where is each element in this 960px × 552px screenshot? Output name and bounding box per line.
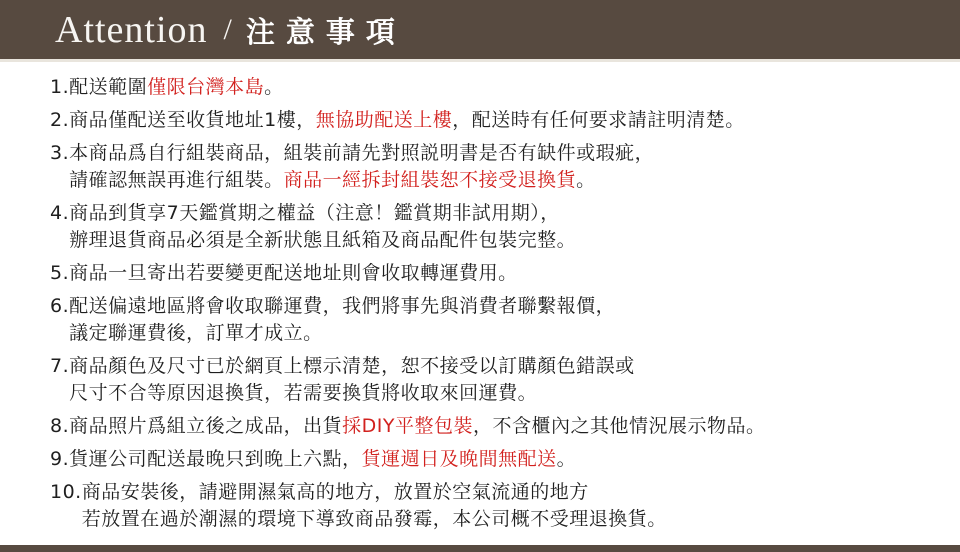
notice-number: 10. (50, 481, 82, 503)
notice-text (69, 107, 940, 134)
notice-text (69, 260, 940, 287)
notice-text (69, 293, 940, 347)
notice-number: 9. (50, 448, 70, 470)
notice-text-segment-red: 採DIY平整包裝 (342, 415, 473, 437)
notice-text-segment: 商品僅配送至收貨地址1樓， (69, 109, 316, 131)
notice-text-segment: 若放置在過於潮濕的環境下導致商品發霉，本公司概不受理退換貨。 (81, 508, 667, 530)
notice-text (69, 74, 940, 101)
notice-line (82, 479, 940, 506)
notice-text-segment: 請確認無誤再進行組裝。 (69, 169, 284, 191)
notice-text-segment: 配送範圍 (69, 76, 148, 98)
notice-item (50, 446, 940, 473)
notice-item (50, 107, 940, 134)
notice-number: 8. (50, 415, 70, 437)
notice-text-segment: ，配送時有任何要求請註明清楚。 (452, 109, 745, 131)
notice-text-segment: ，不含櫃內之其他情況展示物品。 (473, 415, 766, 437)
notice-line (69, 320, 940, 347)
notice-text-segment-red: 僅限台灣本島 (147, 76, 265, 98)
notice-number: 6. (50, 295, 70, 317)
notice-line (69, 74, 940, 101)
notice-text-segment: 。 (264, 76, 284, 98)
notice-text (69, 413, 940, 440)
notice-item (50, 200, 940, 254)
notice-text-segment: 商品顏色及尺寸已於網頁上標示清楚，恕不接受以訂購顏色錯誤或 (69, 355, 635, 377)
notice-line (69, 446, 940, 473)
header-bar (0, 0, 960, 62)
notice-item (50, 74, 940, 101)
notice-text (69, 200, 940, 254)
notice-list (0, 62, 960, 545)
page-title-english: Attention (55, 8, 208, 51)
notice-text-segment-red: 商品一經拆封組裝恕不接受退換貨 (283, 169, 577, 191)
notice-text-segment: 議定聯運費後，訂單才成立。 (69, 322, 323, 344)
notice-line (69, 140, 940, 167)
notice-line (69, 293, 940, 320)
notice-text-segment: 貨運公司配送最晚只到晚上六點， (69, 448, 362, 470)
notice-item (50, 260, 940, 287)
notice-text-segment: 。 (576, 169, 596, 191)
notice-item (50, 140, 940, 194)
notice-text-segment: 配送偏遠地區將會收取聯運費，我們將事先與消費者聯繫報價， (69, 295, 616, 317)
notice-text (82, 479, 940, 533)
notice-number: 4. (50, 202, 70, 224)
notice-text-segment: 商品安裝後，請避開濕氣高的地方，放置於空氣流通的地方 (81, 481, 589, 503)
footer-strip (0, 545, 960, 552)
notice-number: 3. (50, 142, 70, 164)
notice-text-segment: 商品照片爲組立後之成品，出貨 (69, 415, 343, 437)
notice-line (82, 506, 940, 533)
notice-item (50, 353, 940, 407)
notice-text-segment: 商品一旦寄出若要變更配送地址則會收取轉運費用。 (69, 262, 518, 284)
notice-text-segment: 辦理退貨商品必須是全新狀態且紙箱及商品配件包裝完整。 (69, 229, 577, 251)
notice-text-segment-red: 無協助配送上樓 (315, 109, 453, 131)
notice-item (50, 413, 940, 440)
notice-item (50, 293, 940, 347)
notice-line (69, 380, 940, 407)
notice-line (69, 107, 940, 134)
notice-number: 5. (50, 262, 70, 284)
page-title-chinese: 注意事項 (245, 15, 406, 49)
notice-number: 2. (50, 109, 70, 131)
notice-text-segment: 商品到貨享7天鑑賞期之權益（注意！鑑賞期非試用期）， (69, 202, 560, 224)
notice-line (69, 413, 940, 440)
notice-line (69, 200, 940, 227)
notice-line (69, 227, 940, 254)
notice-line (69, 167, 940, 194)
notice-line (69, 353, 940, 380)
notice-text-segment-red: 貨運週日及晚間無配送 (361, 448, 557, 470)
notice-item (50, 479, 940, 533)
notice-line (69, 260, 940, 287)
notice-text (69, 140, 940, 194)
notice-text-segment: 尺寸不合等原因退換貨，若需要換貨將收取來回運費。 (69, 382, 538, 404)
notice-number: 7. (50, 355, 70, 377)
page-title-separator: / (223, 12, 232, 46)
notice-number: 1. (50, 76, 70, 98)
notice-text-segment: 本商品爲自行組裝商品，組裝前請先對照説明書是否有缺件或瑕疵， (69, 142, 655, 164)
notice-text (69, 446, 940, 473)
notice-text-segment: 。 (556, 448, 577, 470)
notice-text (69, 353, 940, 407)
